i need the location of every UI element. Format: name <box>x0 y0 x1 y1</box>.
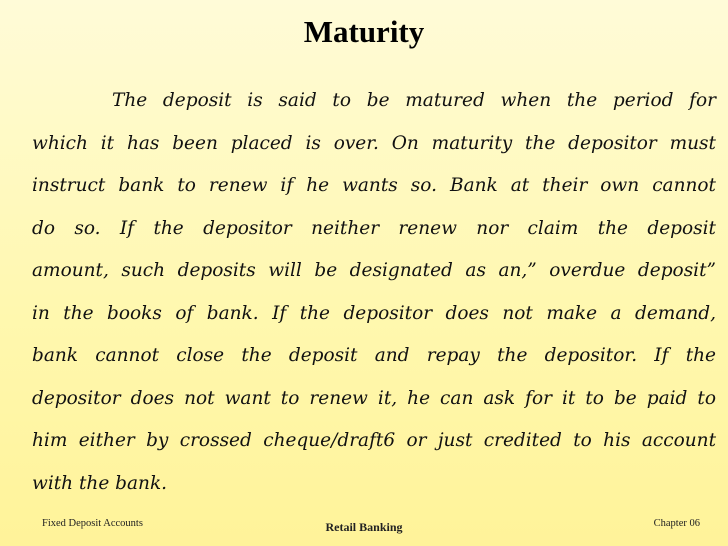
slide-footer <box>0 516 728 546</box>
body-line: in the books of bank. If the depositor does not make a demand, <box>32 302 716 324</box>
footer-course-title: Retail Banking <box>325 520 403 534</box>
body-line: The deposit is said to be matured when the period for <box>112 90 716 111</box>
body-line: bank cannot close the deposit and repay the depositor. If the <box>32 345 716 366</box>
body-line: instruct bank to renew if he wants so. Bank at their own cannot <box>32 175 716 196</box>
slide-title: Maturity <box>303 14 425 49</box>
body-line: depositor does not want to renew it, he can ask for it to be paid to <box>32 387 716 409</box>
body-line: do so. If the depositor neither renew nor claim the deposit <box>32 217 716 239</box>
footer-chapter: Chapter 06 <box>653 518 700 529</box>
body-line: with the bank. <box>32 472 168 494</box>
body-line: him either by crossed cheque/draft6 or just credited to his account <box>32 430 716 451</box>
body-line: which it has been placed is over. On maturity the depositor must <box>32 132 716 154</box>
body-line: amount, such deposits will be designated as an,” overdue deposit” <box>32 260 716 281</box>
body-paragraph <box>32 80 716 505</box>
footer-section-name: Fixed Deposit Accounts <box>42 518 143 529</box>
